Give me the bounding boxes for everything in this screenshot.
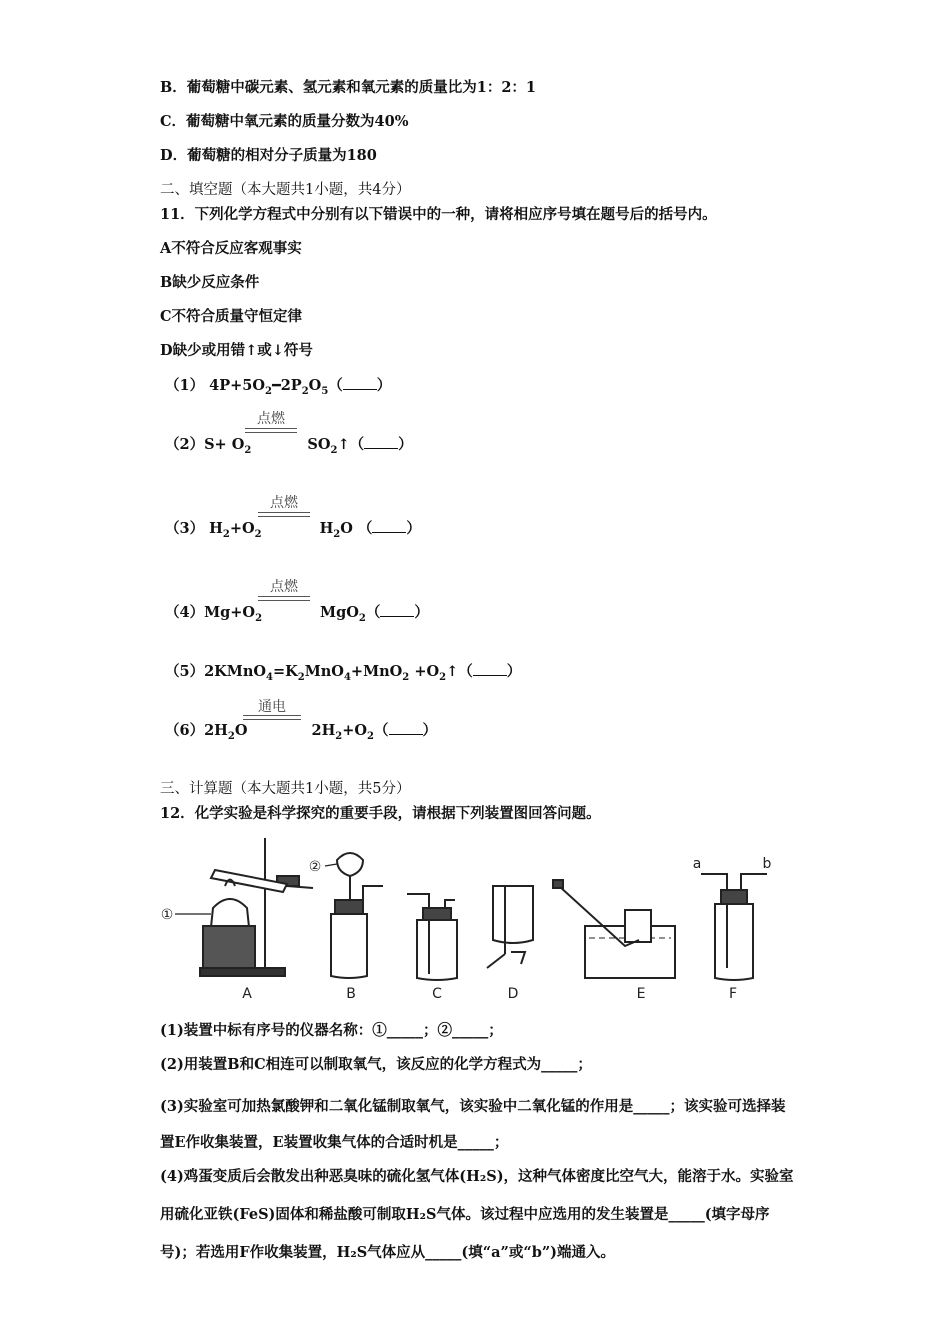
label-c: C [432,986,442,1002]
equation-1: （1） $4P+5O_2━2P_2O_5$（ ） [165,377,392,397]
equation-2: $(2)S+ O_2$ $SO_2↑$（ ） [165,436,413,456]
equation-3: （3） $H_2+O_2$ $H_2O$ （ ） [165,520,421,540]
apparatus-diagram [155,828,795,1006]
marker-1: ① [160,907,174,923]
condition-ignite-4: 点燃 [270,579,298,595]
separatory-funnel [337,853,363,876]
error-a: A不符合反应客观事实 [160,240,302,257]
test-tube [211,870,287,892]
label-e: E [636,986,646,1002]
equation-5: $(5)2KMnO_4=K_2MnO_4+MnO_2$ $+O_2↑$（ ） [165,663,522,683]
port-a-label: a [692,856,702,872]
option-d: D．葡萄糖的相对分子质量为180 [160,147,377,164]
label-f: F [728,986,738,1002]
sub-question-2: (2)用装置B和C相连可以制取氧气，该反应的化学方程式为_____； [160,1056,592,1073]
section-3-title: 三、计算题（本大题共1小题，共5分） [160,781,411,797]
equation-6: $(6)2H_2O$ $2H_2+O_2$（ ） [165,722,438,742]
sub-question-3: (3)实验室可加热氯酸钾和二氧化锰制取氧气，该实验中二氧化锰的作用是_____；该实验可选择装置E作收集装置，E装置收集气体的合适时机是_____； [160,1098,786,1151]
error-c: C不符合质量守恒定律 [160,308,303,325]
stand-base [200,968,285,976]
question-12: 12．化学实验是科学探究的重要手段，请根据下列装置图回答问题。 [160,805,601,822]
condition-electric-6: 通电 [258,699,286,715]
option-b: B．葡萄糖中碳元素、氢元素和氧元素的质量比为1：2：1 [160,79,537,96]
sub-question-1: (1)装置中标有序号的仪器名称：①_____；②_____； [160,1022,503,1039]
reaction-arrow-3 [258,512,310,517]
label-d: D [507,986,519,1002]
condition-ignite-3: 点燃 [270,495,298,511]
question-11: 11．下列化学方程式中分别有以下错误中的一种，请将相应序号填在题号后的括号内。 [160,206,717,223]
error-d: D缺少或用错↑或↓符号 [160,342,313,359]
option-c: C．葡萄糖中氧元素的质量分数为40% [160,113,409,130]
error-b: B缺少反应条件 [160,274,260,291]
reaction-arrow-2 [245,428,297,433]
port-b-label: b [762,856,772,872]
condition-ignite-2: 点燃 [257,411,285,427]
label-a: A [242,986,252,1002]
reaction-arrow-4 [258,596,310,601]
equation-4: $(4)Mg+O_2$ MgO$_2$（ ） [165,604,429,624]
label-b: B [346,986,356,1002]
sub-question-4: (4)鸡蛋变质后会散发出种恶臭味的硫化氢气体(H₂S)，这种气体密度比空气大，能溶于水。实验室用硫化亚铁(FeS)固体和稀盐酸可制取H₂S气体。该过程中应选用的发生装置是_____(填字母序号)；若选用F作收集装置，H₂S气体应从_____(填“a”或“b”)端通入。 [160,1168,794,1261]
marker-2: ② [308,859,322,875]
section-2-title: 二、填空题（本大题共1小题，共4分） [160,182,411,198]
